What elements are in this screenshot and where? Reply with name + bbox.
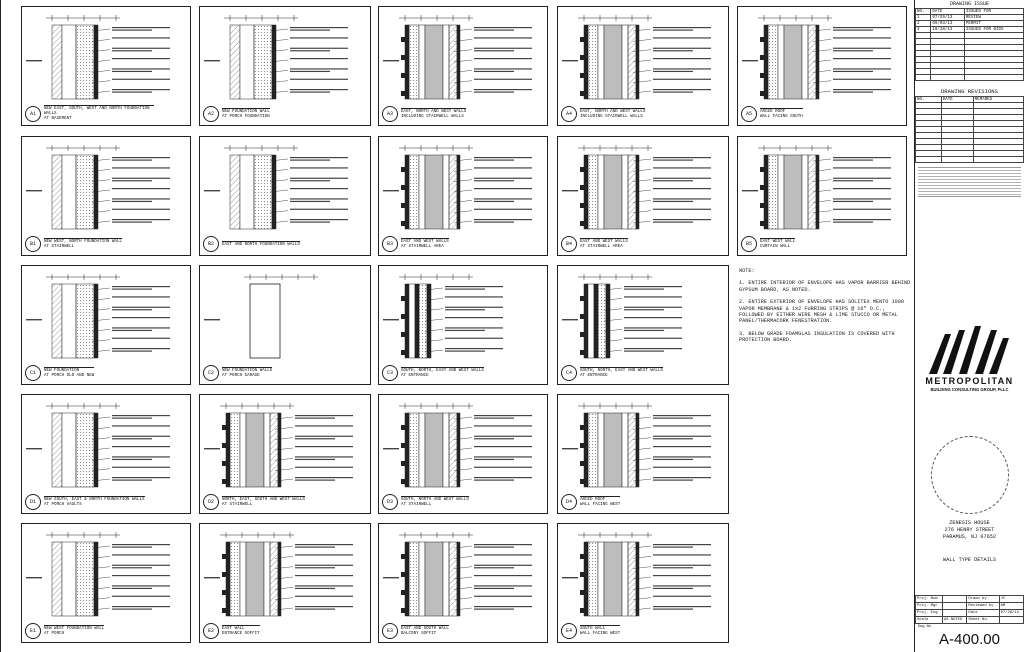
- meta-cell: Proj. Eng: [916, 610, 943, 617]
- meta-cell: [999, 617, 1023, 624]
- detail-tag: [25, 494, 145, 510]
- issue-cell: 3: [916, 27, 931, 33]
- detail-panel-14: [557, 265, 729, 385]
- detail-tag: [741, 106, 803, 122]
- meta-cell: [943, 610, 967, 617]
- detail-number-bubble: B4: [561, 236, 577, 252]
- firm-subtitle: BUILDING CONSULTING GROUP, PLLC: [930, 387, 1009, 392]
- detail-title: [580, 108, 645, 120]
- detail-title: [580, 496, 620, 508]
- detail-title-main: ARCED ROOF: [580, 498, 606, 502]
- detail-title-sub: AT ENTRANCE: [401, 374, 429, 378]
- drawing-number: A-400.00: [939, 631, 1000, 648]
- detail-tag: [561, 494, 620, 510]
- detail-title-main: EAST AND SOUTH WALL: [401, 627, 449, 631]
- detail-title-main: SOUTH, NORTH AND WEST WALLS: [401, 498, 469, 502]
- detail-title-sub: INCLUDING STAIRWELL WALLS: [580, 115, 643, 119]
- project-info: [915, 520, 1024, 541]
- detail-title-sub: ENTRANCE SOFFIT: [222, 632, 260, 636]
- detail-tag: [203, 623, 260, 639]
- detail-tag: [561, 623, 620, 639]
- detail-panel-1: [21, 6, 191, 126]
- issue-cell: 1: [916, 15, 931, 21]
- detail-title: [760, 238, 795, 250]
- detail-title-sub: AT ENTRANCE: [580, 374, 608, 378]
- detail-panel-6: [21, 136, 191, 256]
- detail-number-bubble: B1: [25, 236, 41, 252]
- detail-title: [222, 241, 300, 248]
- issue-col-for: ISSUED FOR: [964, 9, 1023, 15]
- detail-number-bubble: E1: [25, 623, 41, 639]
- detail-tag: [25, 236, 122, 252]
- detail-number-bubble: E2: [203, 623, 219, 639]
- detail-panel-11: [21, 265, 191, 385]
- detail-title: [401, 496, 469, 508]
- detail-panel-10: [737, 136, 907, 256]
- general-notes: [739, 268, 911, 350]
- detail-title-main: EAST, NORTH AND WEST WALLS: [580, 110, 646, 114]
- detail-panel-16: [199, 394, 371, 514]
- detail-number-bubble: A4: [561, 106, 577, 122]
- detail-title-sub: AT PORCH: [44, 632, 65, 636]
- detail-title: [44, 496, 145, 508]
- detail-title-sub: AT STAIRWELL: [44, 245, 75, 249]
- detail-title: [222, 625, 260, 637]
- detail-number-bubble: D3: [382, 494, 398, 510]
- issue-cell: ISSUED FOR BIDS: [964, 27, 1023, 33]
- detail-title-main: NEW EAST, SOUTH, WEST AND NORTH FOUNDATION WALLS: [44, 107, 150, 116]
- detail-title-main: SOUTH, NORTH, EAST AND WEST WALLS: [401, 369, 484, 373]
- detail-title-sub: WALL FACING WEST: [580, 632, 621, 636]
- detail-number-bubble: A3: [382, 106, 398, 122]
- rev-col-remarks: REMARKS: [973, 97, 1023, 103]
- detail-title-main: NEW WEST FOUNDATION WALL: [44, 627, 105, 631]
- detail-title-main: EAST, NORTH AND WEST WALLS: [401, 110, 467, 114]
- detail-number-bubble: D2: [203, 494, 219, 510]
- detail-title-sub: AT BASEMENT: [44, 117, 72, 121]
- detail-tag: [203, 494, 305, 510]
- detail-panel-7: [199, 136, 371, 256]
- sheet-title: WALL TYPE DETAILS: [943, 557, 996, 563]
- meta-cell: Reviewed by: [967, 603, 999, 610]
- detail-panel-4: [557, 6, 729, 126]
- detail-tag: [203, 236, 300, 252]
- meta-cell: Proj. Num: [916, 596, 943, 603]
- detail-title-sub: AT STAIRWELL AREA: [401, 245, 444, 249]
- detail-title-main: NEW FOUNDATION WALLS: [222, 369, 273, 373]
- meta-cell: AS NOTED: [943, 617, 967, 624]
- detail-number-bubble: B2: [203, 236, 219, 252]
- detail-title: [44, 625, 104, 637]
- detail-title: [44, 105, 154, 122]
- detail-panel-19: [21, 523, 191, 643]
- issue-cell: PERMIT: [964, 21, 1023, 27]
- project-street: 276 HENRY STREET: [944, 527, 995, 533]
- detail-number-bubble: D1: [25, 494, 41, 510]
- revisions-heading: DRAWING REVISIONS: [940, 88, 999, 95]
- detail-tag: [561, 236, 628, 252]
- meta-cell: 07/29/14: [999, 610, 1023, 617]
- detail-title-main: NEW FOUNDATION: [44, 369, 80, 373]
- issue-cell: 09/03/13: [931, 21, 965, 27]
- issue-cell: REVIEW: [964, 15, 1023, 21]
- issue-cell: 10/28/13: [931, 27, 965, 33]
- meta-cell: Scale: [916, 617, 943, 624]
- rev-col-date: DATE: [941, 97, 973, 103]
- detail-title: [580, 625, 620, 637]
- detail-number-bubble: E4: [561, 623, 577, 639]
- detail-tag: [561, 365, 663, 381]
- detail-title-main: EAST WALL: [222, 627, 245, 631]
- detail-title-main: ARCED ROOF: [760, 110, 786, 114]
- issue-cell: 07/29/13: [931, 15, 965, 21]
- meta-cell: Drawn by: [967, 596, 999, 603]
- meta-cell: Proj. Mgr: [916, 603, 943, 610]
- detail-title-main: EAST AND NORTH FOUNDATION WALLS: [222, 242, 300, 247]
- detail-title-main: SOUTH, NORTH, EAST AND WEST WALLS: [580, 369, 663, 373]
- detail-panel-13: [378, 265, 548, 385]
- issue-col-date: DATE: [931, 9, 965, 15]
- detail-number-bubble: C4: [561, 365, 577, 381]
- detail-title-sub: WALL FACING WEST: [580, 503, 621, 507]
- detail-title: [222, 108, 270, 120]
- detail-tag: [382, 365, 484, 381]
- detail-title-sub: AT PORCH VAULTS: [44, 503, 82, 507]
- detail-title-main: EAST AND WEST WALLS: [580, 240, 628, 244]
- meta-cell: JC: [999, 596, 1023, 603]
- detail-number-bubble: D4: [561, 494, 577, 510]
- detail-number-bubble: C3: [382, 365, 398, 381]
- detail-title: [580, 367, 663, 379]
- notes-heading: NOTE:: [739, 268, 755, 274]
- detail-panel-2: [199, 6, 371, 126]
- detail-panel-15: [21, 394, 191, 514]
- detail-number-bubble: B3: [382, 236, 398, 252]
- detail-title-sub: AT PORCH OLD AND NEW: [44, 374, 95, 378]
- detail-title: [401, 625, 449, 637]
- detail-title-sub: AT PORCH GARAGE: [222, 374, 260, 378]
- detail-number-bubble: A1: [25, 106, 41, 122]
- note-item: 1. ENTIRE INTERIOR OF ENVELOPE HAS VAPOR BARRIER BEHIND GYPSUM BOARD, AS NOTED.: [739, 280, 911, 293]
- project-name: ZENESIS HOUSE: [949, 520, 990, 526]
- detail-title-sub: AT STAIRWELL: [222, 503, 253, 507]
- detail-title-sub: CURTAIN WALL: [760, 245, 791, 249]
- detail-title-sub: AT PORCH FOUNDATION: [222, 115, 270, 119]
- seal-circle: [931, 436, 1009, 514]
- detail-title: [44, 367, 94, 379]
- note-item: 2. ENTIRE EXTERIOR OF ENVELOPE HAS SOLITEX MENTO 1000 VAPOR MEMBRANE & 1x2 FURRING STRIPS @ 16" O.C., FOLLOWED BY EITHER WIRE MESH & LIME STUCCO OR METAL PANEL/THERMACORK FENESTRATION.: [739, 299, 904, 325]
- meta-cell: AM: [999, 603, 1023, 610]
- detail-tag: [25, 105, 154, 122]
- detail-tag: [382, 236, 449, 252]
- detail-tag: [382, 494, 469, 510]
- meta-cell: [943, 603, 967, 610]
- note-item: 3. BELOW GRADE FOAMGLAS INSULATION IS COVERED WITH PROTECTION BOARD.: [739, 330, 895, 344]
- detail-title: [760, 108, 803, 120]
- detail-title: [44, 238, 122, 250]
- detail-tag: [561, 106, 645, 122]
- detail-panel-3: [378, 6, 548, 126]
- title-block: [914, 0, 1024, 652]
- issue-col-no: NO.: [916, 9, 931, 15]
- detail-panel-8: [378, 136, 548, 256]
- detail-tag: [203, 106, 270, 122]
- detail-number-bubble: A5: [741, 106, 757, 122]
- detail-title-sub: BALCONY SOFFIT: [401, 632, 437, 636]
- detail-title: [580, 238, 628, 250]
- detail-title-sub: AT STAIRWELL AREA: [580, 245, 623, 249]
- detail-panel-9: [557, 136, 729, 256]
- detail-title: [222, 367, 272, 379]
- detail-title-main: SOUTH WALL: [580, 627, 606, 631]
- detail-number-bubble: A2: [203, 106, 219, 122]
- detail-panel-18: [557, 394, 729, 514]
- detail-title: [401, 367, 484, 379]
- detail-tag: [203, 365, 272, 381]
- detail-number-bubble: E3: [382, 623, 398, 639]
- detail-panel-17: [378, 394, 548, 514]
- issue-table: [915, 8, 1024, 81]
- detail-panel-22: [557, 523, 729, 643]
- detail-title-sub: AT STAIRWELL: [401, 503, 432, 507]
- detail-tag: [25, 365, 94, 381]
- detail-panel-5: [737, 6, 907, 126]
- detail-number-bubble: C1: [25, 365, 41, 381]
- meta-cell: Sheet No.: [967, 617, 999, 624]
- detail-title: [401, 108, 466, 120]
- detail-tag: [25, 623, 104, 639]
- detail-tag: [382, 623, 449, 639]
- rev-col-no: NO.: [916, 97, 942, 103]
- detail-tag: [741, 236, 795, 252]
- detail-title-sub: INCLUDING STAIRWELL WALLS: [401, 115, 464, 119]
- project-city: PARAMUS, NJ 07652: [943, 534, 996, 540]
- detail-panel-12: [199, 265, 371, 385]
- detail-panel-21: [378, 523, 548, 643]
- detail-title-sub: WALL FACING SOUTH: [760, 115, 803, 119]
- meta-cell: [943, 596, 967, 603]
- detail-title-main: EAST WEST WALL: [760, 240, 796, 244]
- detail-tag: [382, 106, 466, 122]
- detail-title: [222, 496, 305, 508]
- detail-panel-20: [199, 523, 371, 643]
- issue-cell: 2: [916, 21, 931, 27]
- issue-heading: DRAWING ISSUE: [949, 1, 989, 7]
- meta-table: [915, 595, 1024, 624]
- revisions-table: [915, 96, 1024, 163]
- detail-title-main: NEW WEST, NORTH FOUNDATION WALL: [44, 240, 122, 244]
- detail-number-bubble: C2: [203, 365, 219, 381]
- detail-title: [401, 238, 449, 250]
- detail-title-main: NORTH, EAST, SOUTH AND WEST WALLS: [222, 498, 305, 502]
- meta-cell: Date: [967, 610, 999, 617]
- detail-title-main: NEW FOUNDATION WALL: [222, 110, 270, 114]
- detail-title-main: EAST AND WEST WALLS: [401, 240, 449, 244]
- drawing-number-label: Dwg No.: [918, 625, 934, 629]
- firm-name: METROPOLITAN: [925, 376, 1014, 386]
- detail-number-bubble: B5: [741, 236, 757, 252]
- detail-title-main: NEW SOUTH, EAST & NORTH FOUNDATION WALLS: [44, 498, 145, 502]
- disclaimer-text-block: [918, 167, 1021, 197]
